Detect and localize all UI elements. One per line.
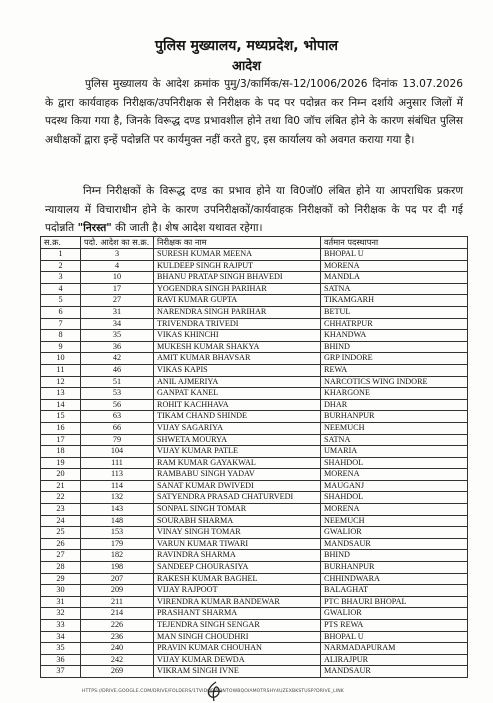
serial-cell: 13 <box>41 388 81 400</box>
posting-cell: PTS REWA <box>321 620 468 632</box>
serial-cell: 30 <box>41 585 81 597</box>
serial-cell: 36 <box>41 654 81 666</box>
posting-cell: GWALIOR <box>321 527 468 539</box>
inspector-name-cell: VIRENDRA KUMAR BANDEWAR <box>154 596 321 608</box>
posting-cell: UMARIA <box>321 446 468 458</box>
table-row <box>41 562 468 574</box>
serial-cell: 15 <box>41 411 81 423</box>
inspector-name-cell: SURESH KUMAR MEENA <box>154 249 321 261</box>
inspector-name-cell: RAMBABU SINGH YADAV <box>154 469 321 481</box>
inspector-name-cell: TRIVENDRA TRIVEDI <box>154 318 321 330</box>
serial-cell: 1 <box>41 249 81 261</box>
inspector-name-cell: VIJAY KUMAR PATLE <box>154 446 321 458</box>
inspector-name-cell: VIJAY KUMAR DEWDA <box>154 654 321 666</box>
posting-cell: BHOPAL U <box>321 249 468 261</box>
table-row <box>41 295 468 307</box>
posting-cell: SHAHDOL <box>321 492 468 504</box>
serial-cell: 31 <box>41 596 81 608</box>
posting-cell: SATNA <box>321 283 468 295</box>
order-serial-cell: 63 <box>81 411 154 423</box>
serial-cell: 12 <box>41 376 81 388</box>
posting-cell: NEEMUCH <box>321 422 468 434</box>
serial-cell: 24 <box>41 515 81 527</box>
table-row <box>41 654 468 666</box>
serial-cell: 34 <box>41 631 81 643</box>
order-serial-cell: 113 <box>81 469 154 481</box>
table-row <box>41 515 468 527</box>
serial-cell: 35 <box>41 643 81 655</box>
posting-cell: BETUL <box>321 306 468 318</box>
posting-cell: TIKAMGARH <box>321 295 468 307</box>
table-row <box>41 446 468 458</box>
paragraph-2-end: की जाती है। शेष आदेश यथावत रहेगा। <box>115 222 263 234</box>
table-row <box>41 353 468 365</box>
posting-cell: KHANDWA <box>321 330 468 342</box>
order-serial-cell: 4 <box>81 260 154 272</box>
posting-cell: NEEMUCH <box>321 515 468 527</box>
table-row <box>41 550 468 562</box>
header-current-posting: वर्तमान पदस्थापना <box>321 237 468 249</box>
table-row <box>41 272 468 284</box>
cancelled-word: "निरस्त" <box>77 222 112 234</box>
serial-cell: 9 <box>41 341 81 353</box>
posting-cell: SHAHDOL <box>321 457 468 469</box>
order-serial-cell: 153 <box>81 527 154 539</box>
order-serial-cell: 114 <box>81 480 154 492</box>
order-heading: आदेश <box>231 59 262 74</box>
posting-cell: DHAR <box>321 399 468 411</box>
inspector-name-cell: SONPAL SINGH TOMAR <box>154 504 321 516</box>
inspector-name-cell: TEJENDRA SINGH SENGAR <box>154 620 321 632</box>
inspector-name-cell: NARENDRA SINGH PARIHAR <box>154 306 321 318</box>
inspector-name-cell: RAKESH KUMAR BAGHEL <box>154 573 321 585</box>
table-row <box>41 399 468 411</box>
posting-cell: MANDLA <box>321 272 468 284</box>
inspector-name-cell: VIJAY SAGARIYA <box>154 422 321 434</box>
order-serial-cell: 242 <box>81 654 154 666</box>
table-row <box>41 620 468 632</box>
order-serial-cell: 104 <box>81 446 154 458</box>
serial-cell: 4 <box>41 283 81 295</box>
inspector-name-cell: VINAY SINGH TOMAR <box>154 527 321 539</box>
serial-cell: 33 <box>41 620 81 632</box>
table-row <box>41 469 468 481</box>
serial-cell: 19 <box>41 457 81 469</box>
order-serial-cell: 132 <box>81 492 154 504</box>
inspector-name-cell: MUKESH KUMAR SHAKYA <box>154 341 321 353</box>
order-serial-cell: 148 <box>81 515 154 527</box>
serial-cell: 7 <box>41 318 81 330</box>
posting-cell: BHIND <box>321 341 468 353</box>
inspector-name-cell: BHANU PRATAP SINGH BHAVEDI <box>154 272 321 284</box>
inspector-name-cell: PRASHANT SHARMA <box>154 608 321 620</box>
order-serial-cell: 53 <box>81 388 154 400</box>
inspector-name-cell: YOGENDRA SINGH PARIHAR <box>154 283 321 295</box>
table-row <box>41 480 468 492</box>
posting-cell: CHHINDWARA <box>321 573 468 585</box>
order-serial-cell: 34 <box>81 318 154 330</box>
table-row <box>41 457 468 469</box>
serial-cell: 6 <box>41 306 81 318</box>
table-row <box>41 422 468 434</box>
inspector-name-cell: VIKRAM SINGH IVNE <box>154 666 321 678</box>
posting-cell: REWA <box>321 364 468 376</box>
order-serial-cell: 66 <box>81 422 154 434</box>
order-serial-cell: 36 <box>81 341 154 353</box>
posting-cell: GRP INDORE <box>321 353 468 365</box>
order-serial-cell: 226 <box>81 620 154 632</box>
order-serial-cell: 35 <box>81 330 154 342</box>
office-title: पुलिस मुख्यालय, मध्यप्रदेश, भोपाल <box>155 38 338 54</box>
order-serial-cell: 56 <box>81 399 154 411</box>
inspector-name-cell: RAVI KUMAR GUPTA <box>154 295 321 307</box>
table-row <box>41 411 468 423</box>
inspector-name-cell: RAM KUMAR GAYAKWAL <box>154 457 321 469</box>
order-paragraph-2 <box>45 182 463 238</box>
inspector-name-cell: GANPAT KANEL <box>154 388 321 400</box>
inspector-name-cell: ROHIT KACHHAVA <box>154 399 321 411</box>
inspector-name-cell: VIJAY RAJPOOT <box>154 585 321 597</box>
table-row <box>41 306 468 318</box>
table-row <box>41 330 468 342</box>
posting-cell: NARCOTICS WING INDORE <box>321 376 468 388</box>
table-row <box>41 283 468 295</box>
posting-cell: SATNA <box>321 434 468 446</box>
table-row <box>41 376 468 388</box>
posting-cell: MORENA <box>321 469 468 481</box>
order-serial-cell: 3 <box>81 249 154 261</box>
serial-cell: 22 <box>41 492 81 504</box>
inspector-name-cell: VIKAS KHINCHI <box>154 330 321 342</box>
table-body <box>41 249 468 678</box>
serial-cell: 2 <box>41 260 81 272</box>
order-serial-cell: 269 <box>81 666 154 678</box>
order-serial-cell: 240 <box>81 643 154 655</box>
posting-cell: MANDSAUR <box>321 538 468 550</box>
table-row <box>41 573 468 585</box>
order-serial-cell: 42 <box>81 353 154 365</box>
order-serial-cell: 10 <box>81 272 154 284</box>
posting-cell: PTC BHAURI BHOPAL <box>321 596 468 608</box>
serial-cell: 37 <box>41 666 81 678</box>
serial-cell: 5 <box>41 295 81 307</box>
inspector-table <box>40 236 468 678</box>
order-serial-cell: 209 <box>81 585 154 597</box>
posting-cell: BALAGHAT <box>321 585 468 597</box>
inspector-name-cell: MAN SINGH CHOUDHRI <box>154 631 321 643</box>
order-serial-cell: 27 <box>81 295 154 307</box>
header-inspector-name: निरीक्षक का नाम <box>154 237 321 249</box>
order-serial-cell: 143 <box>81 504 154 516</box>
serial-cell: 32 <box>41 608 81 620</box>
serial-cell: 20 <box>41 469 81 481</box>
order-serial-cell: 182 <box>81 550 154 562</box>
inspector-name-cell: ANIL AJMERIYA <box>154 376 321 388</box>
posting-cell: MANDSAUR <box>321 666 468 678</box>
table-row <box>41 666 468 678</box>
table-row <box>41 434 468 446</box>
serial-cell: 28 <box>41 562 81 574</box>
inspector-name-cell: TIKAM CHAND SHINDE <box>154 411 321 423</box>
serial-cell: 18 <box>41 446 81 458</box>
inspector-name-cell: VIKAS KAPIS <box>154 364 321 376</box>
order-serial-cell: 79 <box>81 434 154 446</box>
inspector-name-cell: SANDEEP CHOURASIYA <box>154 562 321 574</box>
serial-cell: 11 <box>41 364 81 376</box>
table-row <box>41 538 468 550</box>
table-row <box>41 585 468 597</box>
serial-cell: 29 <box>41 573 81 585</box>
inspector-name-cell: RAVINDRA SHARMA <box>154 550 321 562</box>
table-row <box>41 504 468 516</box>
posting-cell: MORENA <box>321 260 468 272</box>
posting-cell: BHIND <box>321 550 468 562</box>
table-header-row <box>41 237 468 249</box>
posting-cell: MAUGANJ <box>321 480 468 492</box>
serial-cell: 14 <box>41 399 81 411</box>
inspector-name-cell: PRAVIN KUMAR CHOUHAN <box>154 643 321 655</box>
order-serial-cell: 211 <box>81 596 154 608</box>
table-row <box>41 260 468 272</box>
order-serial-cell: 214 <box>81 608 154 620</box>
posting-cell: CHHATRPUR <box>321 318 468 330</box>
serial-cell: 17 <box>41 434 81 446</box>
inspector-name-cell: VARUN KUMAR TIWARI <box>154 538 321 550</box>
serial-cell: 26 <box>41 538 81 550</box>
table-row <box>41 631 468 643</box>
serial-cell: 25 <box>41 527 81 539</box>
serial-cell: 16 <box>41 422 81 434</box>
inspector-name-cell: SATYENDRA PRASAD CHATURVEDI <box>154 492 321 504</box>
order-serial-cell: 179 <box>81 538 154 550</box>
order-serial-cell: 46 <box>81 364 154 376</box>
paragraph-2-text: निम्न निरीक्षकों के विरूद्ध दण्ड का प्रभाव होने या वि0जॉ0 लंबित होने या आपराधिक प्रकरण न्यायालय में विचाराधीन होने के कारण उपनिरीक्षकों/कार्यवाहक निरीक्षकों को निरीक्षक के पद पर दी गई पदोन्नति <box>45 185 463 234</box>
posting-cell: BHOPAL U <box>321 631 468 643</box>
header-serial: स.क्र. <box>41 237 81 249</box>
posting-cell: KHARGONE <box>321 388 468 400</box>
table-row <box>41 492 468 504</box>
table-row <box>41 341 468 353</box>
order-serial-cell: 111 <box>81 457 154 469</box>
table-row <box>41 527 468 539</box>
inspector-name-cell: KULDEEP SINGH RAJPUT <box>154 260 321 272</box>
inspector-name-cell: SHWETA MOURYA <box>154 434 321 446</box>
serial-cell: 8 <box>41 330 81 342</box>
order-serial-cell: 31 <box>81 306 154 318</box>
table-row <box>41 249 468 261</box>
order-serial-cell: 198 <box>81 562 154 574</box>
serial-cell: 10 <box>41 353 81 365</box>
posting-cell: BURHANPUR <box>321 411 468 423</box>
table-row <box>41 596 468 608</box>
table-row <box>41 388 468 400</box>
posting-cell: BURHANPUR <box>321 562 468 574</box>
posting-cell: NARMADAPURAM <box>321 643 468 655</box>
order-serial-cell: 207 <box>81 573 154 585</box>
signature-mark <box>198 680 234 703</box>
serial-cell: 3 <box>41 272 81 284</box>
serial-cell: 21 <box>41 480 81 492</box>
table-row <box>41 318 468 330</box>
header-order-serial: पदो. आदेश का स.क्र. <box>81 237 154 249</box>
order-serial-cell: 17 <box>81 283 154 295</box>
order-paragraph-1: पुलिस मुख्यालय के आदेश क्रमांक पुमु/3/कार्मिक/स-12/1006/2026 दिनांक 13.07.2026 के द्वारा कार्यवाहक निरीक्षक/उपनिरीक्षक से निरीक्षक के पद पर पदोन्नत कर निम्न दर्शाये अनुसार जिलों में पदस्थ किया गया है, जिनके विरूद्ध दण्ड प्रभावशील होने तथा वि0 जॉच लंबित होने के कारण संबंधित पुलिस अधीक्षकों द्वारा इन्हें पदोन्नति पर कार्यमुक्त नहीं करते हुए, इस कार्यालय को अवगत कराया गया है। <box>45 78 463 146</box>
order-serial-cell: 51 <box>81 376 154 388</box>
posting-cell: MORENA <box>321 504 468 516</box>
serial-cell: 27 <box>41 550 81 562</box>
footer-url: HTTPS://DRIVE.GOOGLE.COM/DRIVE/FOLDERS/1TVIDOBWQNTOWBQOIAMOTRSHY4UZEXBKSTUSP?DRIVE_LINK <box>82 689 344 694</box>
order-serial-cell: 236 <box>81 631 154 643</box>
posting-cell: ALIRAJPUR <box>321 654 468 666</box>
table-row <box>41 608 468 620</box>
inspector-name-cell: AMIT KUMAR BHAVSAR <box>154 353 321 365</box>
table-row <box>41 643 468 655</box>
inspector-name-cell: SOURABH SHARMA <box>154 515 321 527</box>
serial-cell: 23 <box>41 504 81 516</box>
inspector-name-cell: SANAT KUMAR DWIVEDI <box>154 480 321 492</box>
table-row <box>41 364 468 376</box>
posting-cell: GWALIOR <box>321 608 468 620</box>
